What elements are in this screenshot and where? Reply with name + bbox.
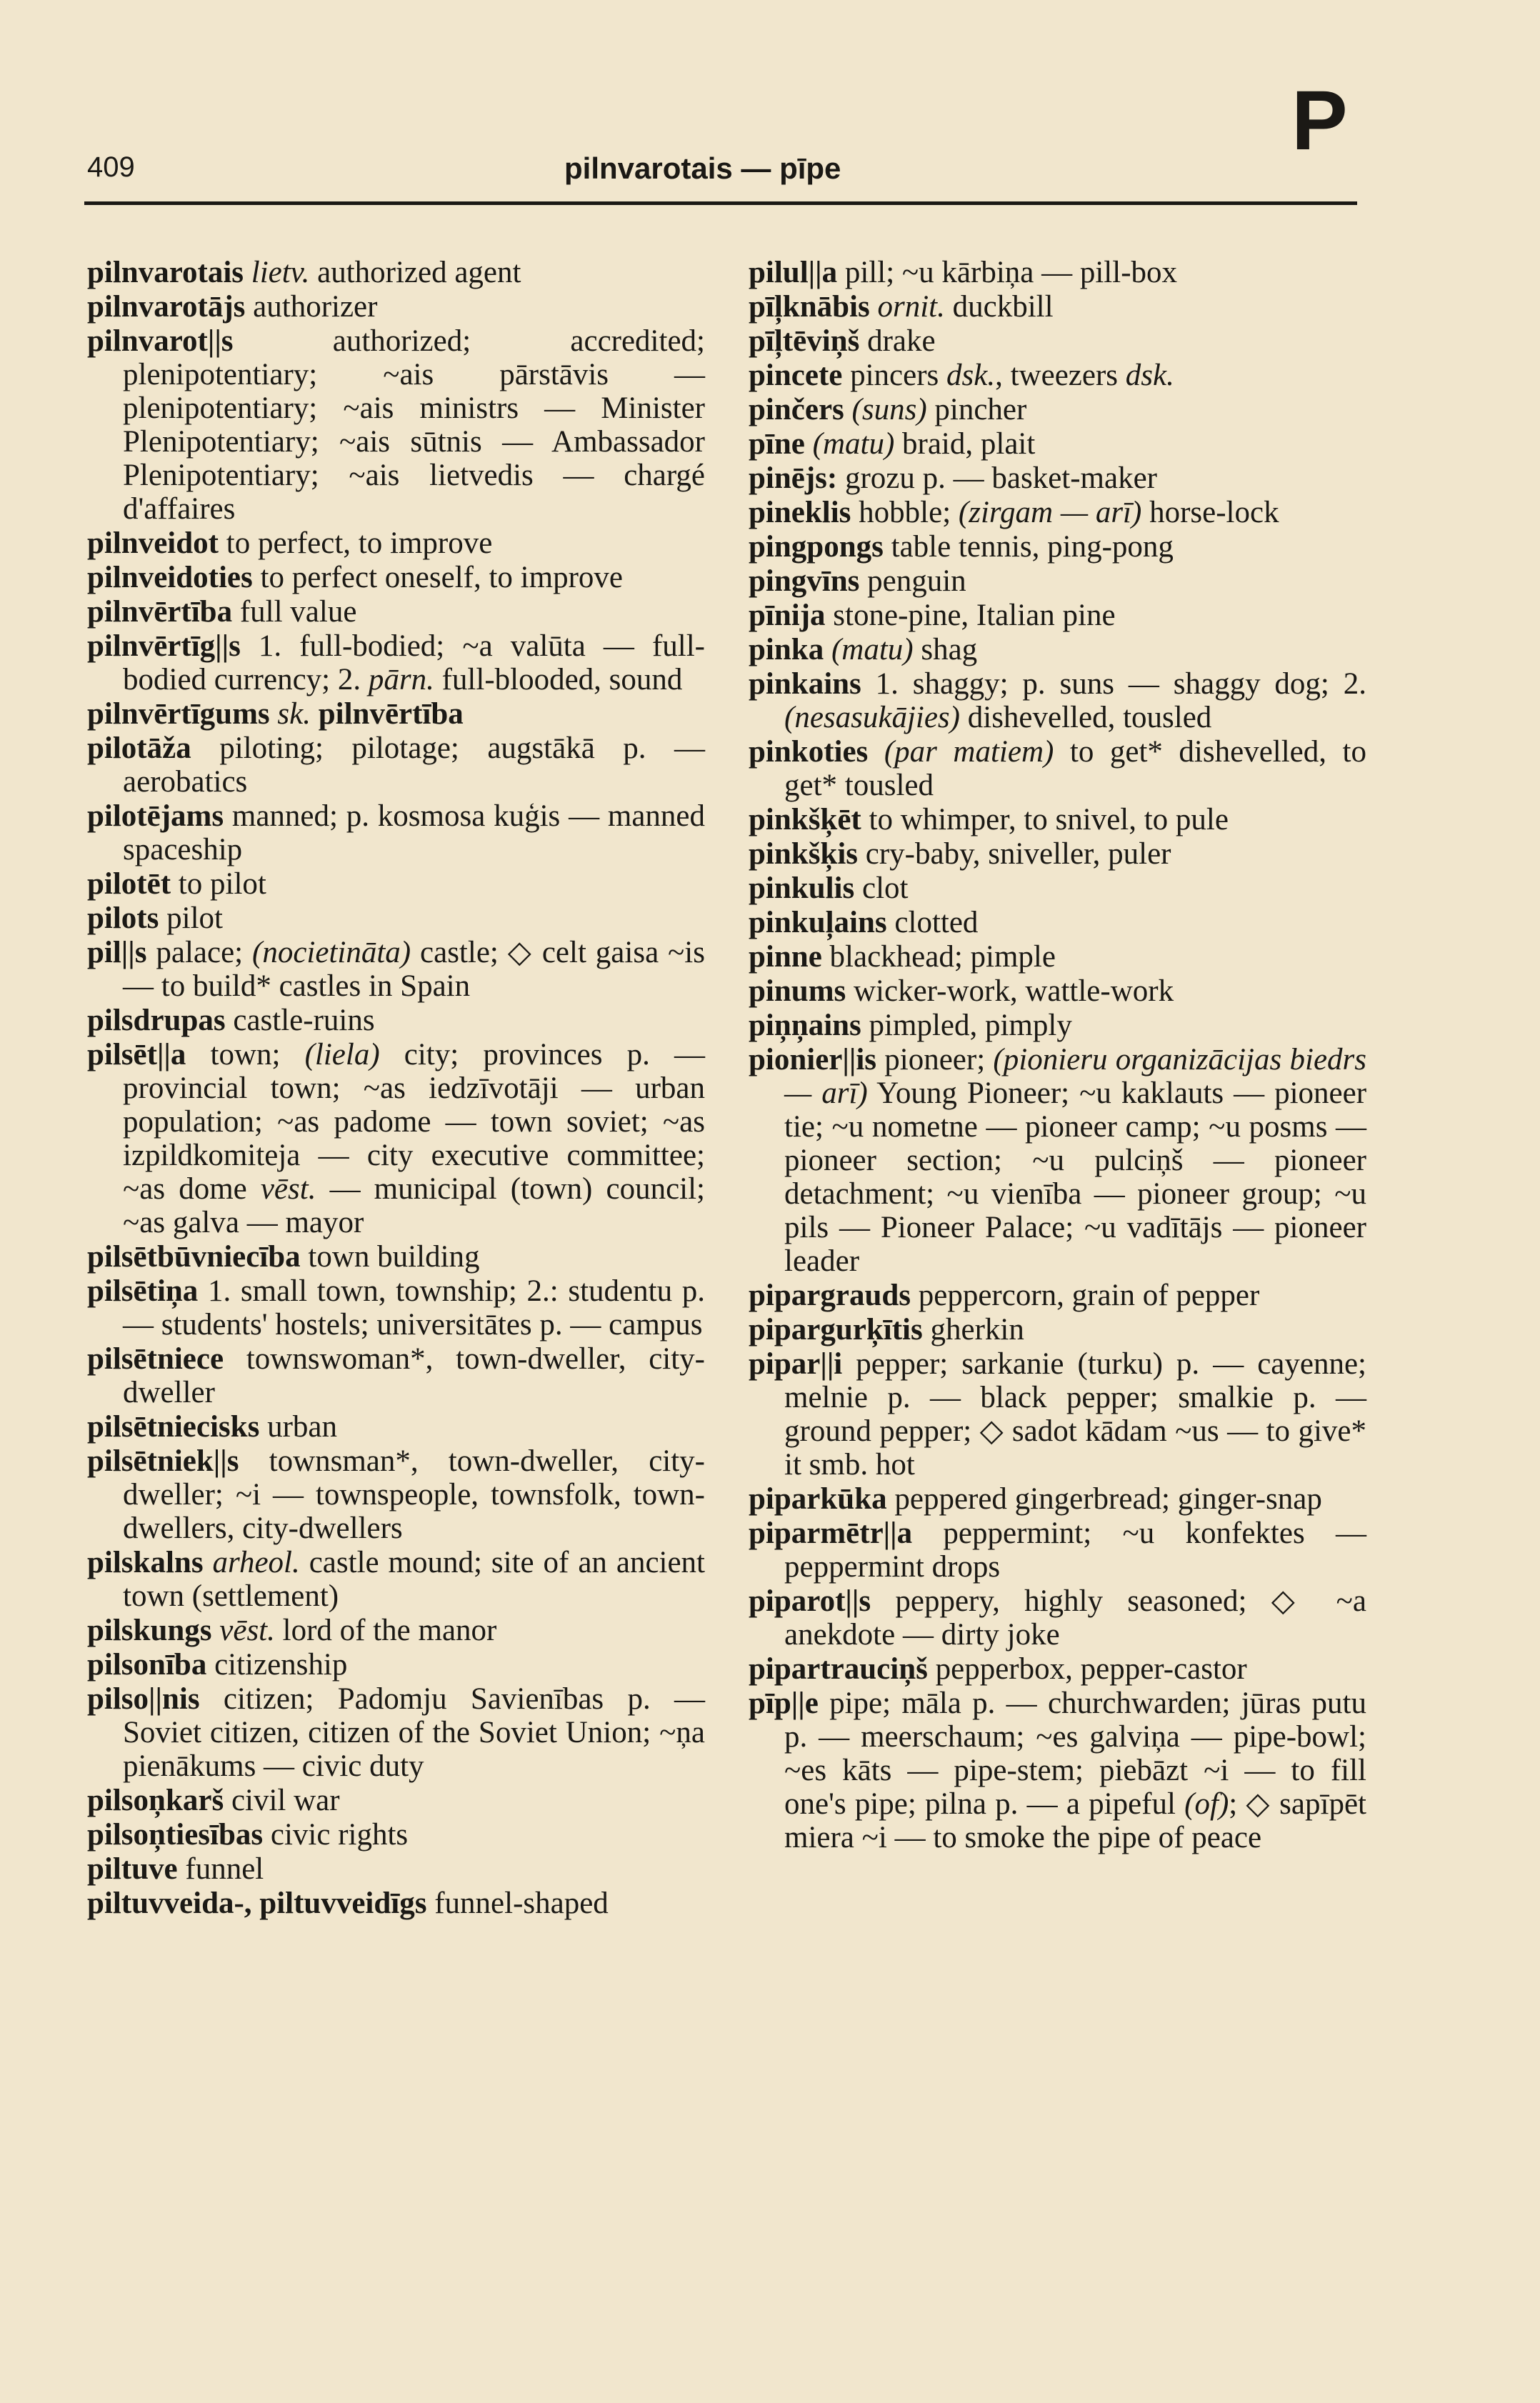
definition-text: dishevelled, tousled [960,701,1212,734]
label-abbreviation: lietv. [251,256,310,289]
definition-text: town; [186,1038,305,1071]
dictionary-entry [87,1038,705,1239]
headword: pilsdrupas [87,1004,226,1037]
definition-text: townswoman*, town-dweller, city-dweller [123,1342,705,1409]
definition-text: 1. full-bodied; ~a valūta — full-bodied currency; 2. [123,629,705,696]
dictionary-entry [87,1240,705,1274]
headword: pinkuļains [749,906,887,939]
definition-text: 1. shaggy; p. suns — shaggy dog; 2. [861,667,1366,701]
definition-text [844,393,852,426]
dictionary-entry [749,324,1366,358]
definition-text: to perfect oneself, to improve [252,561,623,594]
dictionary-entry [749,461,1366,495]
dictionary-entry [749,564,1366,598]
dictionary-entry [749,1009,1366,1042]
headword: pipar||i [749,1347,843,1381]
definition-text: Young Pioneer; ~u kaklauts — pioneer tie; ~u nometne — pioneer camp; ~u posms — pioneer section; ~u pulciņš — pioneer detachment; ~u vienība — pioneer group; ~u pils — Pioneer Palace; ~u vadītājs — pioneer leader [784,1076,1367,1278]
dictionary-entry [749,837,1366,871]
dictionary-entry [749,290,1366,324]
definition-text [824,633,831,666]
page-number: 409 [87,151,135,183]
definition-text: hobble; [851,496,959,529]
headword: pilsētiņa [87,1274,199,1308]
running-head: pilnvarotais — pīpe [564,151,841,185]
definition-text: pilot [159,901,223,935]
label-abbreviation: (of) [1184,1787,1229,1821]
dictionary-entry [87,1648,705,1682]
definition-text: to perfect, to improve [219,526,493,560]
headword: piparmētr||a [749,1517,913,1550]
headword: pilnvērtīgums [87,697,270,731]
dictionary-entry [749,256,1366,289]
dictionary-entry [87,1342,705,1409]
headword: pilsonība [87,1648,207,1682]
definition-text: pincers [842,359,947,392]
label-abbreviation: (matu) [812,427,895,461]
dictionary-entry [87,290,705,324]
definition-text: grozu p. — basket-maker [837,461,1157,495]
definition-text: drake [859,324,936,358]
headword: pīļtēviņš [749,324,860,358]
dictionary-entry [87,1004,705,1037]
dictionary-entry [749,940,1366,974]
dictionary-entry [749,599,1366,632]
headword: pilsēt||a [87,1038,186,1071]
definition-text: castle mound; site of an ancient town (settlement) [123,1546,706,1613]
definition-text: peppery, highly seasoned; ◇ ~a anekdote — dirty joke [784,1584,1366,1652]
definition-text: — municipal (town) council; ~as galva — mayor [123,1172,705,1239]
headword: pilnvarotājs [87,290,246,324]
dictionary-entry [87,1546,705,1613]
definition-text: full-blooded, sound [434,663,683,696]
definition-text: citizen; Padomju Savienības p. — Soviet citizen, citizen of the Soviet Union; ~ņa pienākums — civic duty [123,1682,705,1783]
headword: pinkulis [749,871,855,905]
headword: pil||s [87,936,147,969]
dictionary-entry [749,1652,1366,1686]
headword: pīp||e [749,1687,819,1720]
headword: pinējs: [749,461,838,495]
dictionary-entry [749,906,1366,939]
definition-text: pioneer; [876,1043,994,1076]
headword: pilsoņtiesības [87,1818,264,1852]
section-letter: P [1291,74,1348,168]
definition-text: authorized; accredited; plenipotentiary; ~ais pārstāvis — plenipotentiary; ~ais ministrs — Minister Plenipotentiary; ~ais sūtnis — Ambassador Plenipotentiary; ~ais lietvedis — chargé d'affaires [123,324,705,526]
dictionary-entry [749,633,1366,666]
definition-text: to get* dishevelled, to get* tousled [784,735,1366,802]
dictionary-entry [87,1614,705,1647]
definition-text [244,256,251,289]
definition-text: town building [300,1240,480,1274]
cross-reference: pilnvērtība [318,697,464,731]
headword: pincete [749,359,843,392]
definition-text [270,697,278,731]
label-abbreviation: (nesasukājies) [784,701,960,734]
headword: pionier||is [749,1043,877,1076]
headword: pilnvērtīg||s [87,629,241,663]
headword: pīnija [749,599,826,632]
headword: pilsētniek||s [87,1444,239,1478]
definition-text: castle-ruins [225,1004,375,1037]
definition-text: cry-baby, sniveller, puler [858,837,1171,871]
headword: pipargurķītis [749,1313,923,1347]
headword: pilul||a [749,256,838,289]
headword: pilskungs [87,1614,212,1647]
definition-text [868,735,884,769]
headword: pilots [87,901,159,935]
definition-text: full value [232,595,357,629]
dictionary-entry [749,1279,1366,1312]
definition-text: funnel-shaped [426,1887,609,1920]
headword: pīne [749,427,805,461]
dictionary-entry [87,526,705,560]
dictionary-entry [749,427,1366,461]
definition-text: authorizer [245,290,378,324]
definition-text: peppermint; ~u konfektes — peppermint drops [784,1517,1366,1584]
label-abbreviation: dsk. [1125,359,1174,392]
definition-text: to pilot [171,867,266,901]
definition-text: pepperbox, pepper-castor [927,1652,1247,1686]
definition-text: table tennis, ping-pong [883,530,1174,564]
dictionary-entry [87,1682,705,1783]
definition-text: , tweezers [995,359,1126,392]
definition-text: 1. small town, township; 2.: studentu p. — students' hostels; universitātes p. — campus [123,1274,705,1342]
dictionary-entry [87,936,705,1003]
label-abbreviation: (par matiem) [884,735,1054,769]
headword: pipartrauciņš [749,1652,928,1686]
label-abbreviation: (nocietināta) [252,936,411,969]
definition-text: horse-lock [1141,496,1279,529]
dictionary-entry [87,1410,705,1444]
label-abbreviation: (suns) [851,393,927,426]
headword: pinkoties [749,735,869,769]
definition-text: manned; p. kosmosa kuģis — manned spaceship [123,799,705,866]
headword: pilnvērtība [87,595,233,629]
definition-text: peppercorn, grain of pepper [911,1279,1260,1312]
label-abbreviation: (pionieru organizācijas biedrs — arī) [784,1043,1366,1110]
dictionary-entry [87,256,705,289]
dictionary-entry [749,1313,1366,1347]
dictionary-entry [749,735,1366,802]
definition-text: to whimper, to snivel, to pule [861,803,1229,836]
definition-text: urban [259,1410,337,1444]
definition-text: braid, plait [894,427,1036,461]
label-abbreviation: ornit. [877,290,945,324]
headword: pineklis [749,496,851,529]
definition-text [212,1614,220,1647]
headword: pilotāža [87,731,191,765]
definition-text: pepper; sarkanie (turku) p. — cayenne; melnie p. — black pepper; smalkie p. — ground pepper; ◇ sadot kādam ~us — to give* it smb. hot [784,1347,1366,1482]
definition-text: clotted [886,906,979,939]
dictionary-entry [749,1482,1366,1516]
dictionary-entry [749,1584,1366,1652]
definition-text: ; ◇ sapīpēt miera ~i — to smoke the pipe of peace [784,1787,1366,1854]
dictionary-entry [87,867,705,901]
headword: pilotēt [87,867,171,901]
definition-text [805,427,813,461]
label-abbreviation: vēst. [260,1172,316,1206]
headword: pinne [749,940,822,974]
definition-text: peppered gingerbread; ginger-snap [886,1482,1322,1516]
headword: piparot||s [749,1584,871,1618]
dictionary-entry [87,1784,705,1817]
dictionary-entry [87,697,705,731]
definition-text: shag [913,633,978,666]
headword: pilsētniecisks [87,1410,260,1444]
dictionary-entry [749,974,1366,1008]
definition-text: lord of the manor [274,1614,497,1647]
dictionary-entry [87,901,705,935]
dictionary-entry [87,324,705,526]
headword: pilsētbūvniecība [87,1240,301,1274]
headword: pingvīns [749,564,860,598]
definition-text: gherkin [922,1313,1024,1347]
label-abbreviation: vēst. [219,1614,275,1647]
headword: pinčers [749,393,844,426]
label-abbreviation: (matu) [831,633,914,666]
dictionary-entry [749,871,1366,905]
headword: pinka [749,633,824,666]
headword: pinums [749,974,846,1008]
headword: pinkains [749,667,861,701]
dictionary-entry [87,731,705,799]
header-rule [84,201,1357,205]
definition-text: wicker-work, wattle-work [846,974,1174,1008]
definition-text: pimpled, pimply [861,1009,1072,1042]
label-abbreviation: dsk. [946,359,996,392]
definition-text: stone-pine, Italian pine [825,599,1116,632]
dictionary-entry [87,1852,705,1886]
definition-text: palace; [146,936,253,969]
headword: pipargrauds [749,1279,911,1312]
dictionary-entry [749,1043,1366,1278]
definition-text: pipe; māla p. — churchwarden; jūras putu p. — meerschaum; ~es galviņa — pipe-bowl; ~es kāts — pipe-stem; piebāzt ~i — to fill one's pipe; pilna p. — a pipeful [784,1687,1366,1821]
headword: pilso||nis [87,1682,200,1716]
definition-text [311,697,319,731]
definition-text: duckbill [944,290,1054,324]
definition-text: authorized agent [309,256,521,289]
headword: piltuve [87,1852,178,1886]
definition-text: townsman*, town-dweller, city-dweller; ~i — townspeople, townsfolk, town-dwellers, city-dwellers [123,1444,705,1545]
label-abbreviation: (liela) [304,1038,380,1071]
dictionary-entry [749,803,1366,836]
dictionary-entry [749,1517,1366,1584]
dictionary-entry [749,1347,1366,1482]
headword: pingpongs [749,530,884,564]
definition-text: city; provinces p. — provincial town; ~as iedzīvotāji — urban population; ~as padome — town soviet; ~as izpildkomiteja — city executive committee; ~as dome [123,1038,705,1206]
dictionary-entry [749,667,1366,734]
right-column [749,256,1366,1855]
label-abbreviation: arheol. [212,1546,300,1579]
definition-text [204,1546,213,1579]
definition-text: castle; ◇ celt gaisa ~is — to build* castles in Spain [123,936,705,1003]
definition-text: pill; ~u kārbiņa — pill-box [837,256,1178,289]
headword: piltuvveida-, piltuvveidīgs [87,1887,427,1920]
label-abbreviation: sk. [277,697,311,731]
definition-text: civic rights [263,1818,409,1852]
dictionary-entry [87,1444,705,1545]
dictionary-entry [87,799,705,866]
definition-text: piloting; pilotage; augstākā p. — aerobatics [123,731,705,799]
dictionary-entry [749,1687,1366,1854]
label-abbreviation: (zirgam — arī) [958,496,1142,529]
definition-text [870,290,878,324]
definition-text: penguin [859,564,966,598]
headword: pilnveidoties [87,561,253,594]
left-column [87,256,705,1921]
headword: pilnveidot [87,526,219,560]
headword: pilnvarot||s [87,324,234,358]
definition-text: funnel [177,1852,264,1886]
headword: pinkšķēt [749,803,861,836]
definition-text: pincher [926,393,1027,426]
dictionary-entry [87,1887,705,1920]
definition-text: citizenship [206,1648,348,1682]
definition-text: civil war [224,1784,340,1817]
dictionary-entry [87,595,705,629]
dictionary-entry [87,1274,705,1342]
definition-text: blackhead; pimple [821,940,1056,974]
headword: pinkšķis [749,837,859,871]
dictionary-entry [749,530,1366,564]
headword: pilnvarotais [87,256,244,289]
dictionary-entry [749,359,1366,392]
headword: piparkūka [749,1482,887,1516]
dictionary-entry [749,393,1366,426]
dictionary-entry [87,561,705,594]
dictionary-entry [749,496,1366,529]
dictionary-entry [87,629,705,696]
label-abbreviation: pārn. [368,663,434,696]
definition-text: clot [854,871,909,905]
headword: pilsoņkarš [87,1784,224,1817]
headword: pilskalns [87,1546,204,1579]
headword: piņņains [749,1009,861,1042]
headword: pilsētniece [87,1342,224,1376]
headword: pīļknābis [749,290,870,324]
headword: pilotējams [87,799,224,833]
dictionary-entry [87,1818,705,1852]
